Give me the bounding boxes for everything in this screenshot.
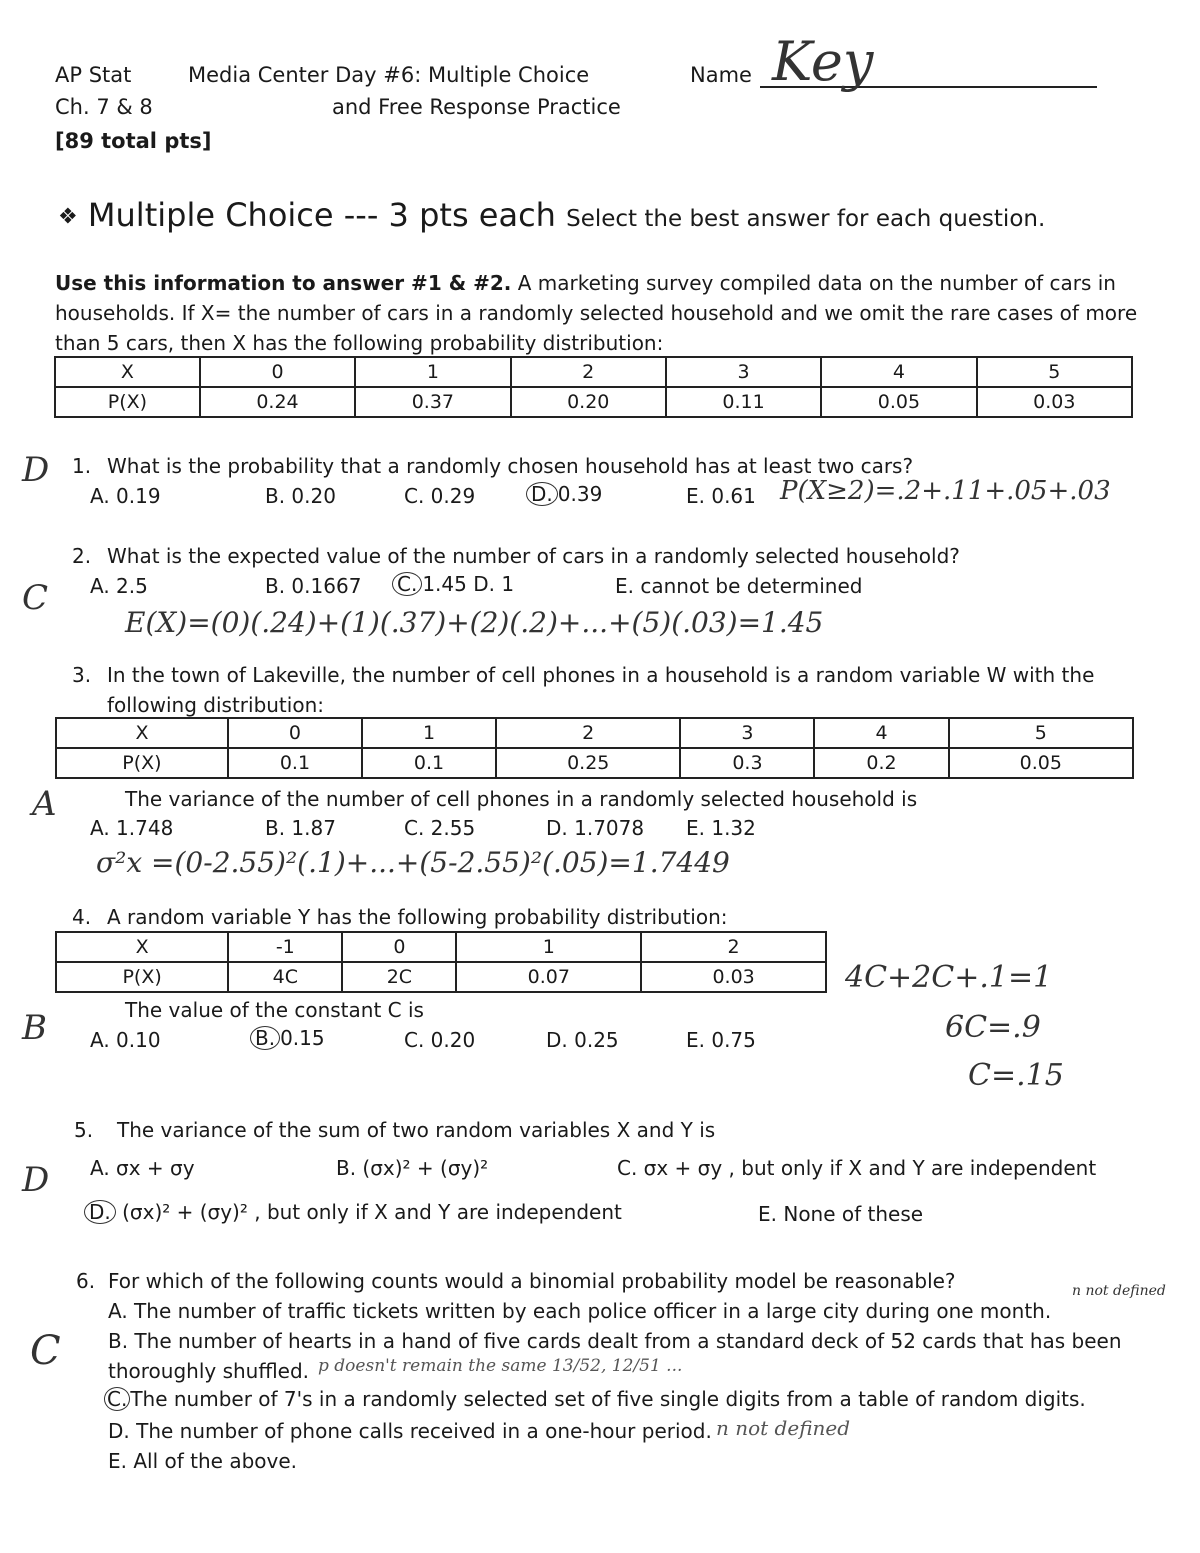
q3-answer-mark: A [32,784,57,824]
q4-choice-d: D. 0.25 [546,1028,619,1052]
table-row [56,962,826,992]
chapter-label: Ch. 7 & 8 [55,95,153,119]
q6-choice-b-line1: B. The number of hearts in a hand of five cards dealt from a standard deck of 52 cards that has been [108,1329,1122,1353]
table-cell: P(X) [55,387,200,417]
q5-choice-a: A. σx + σy [90,1156,195,1180]
table-row [56,718,1133,748]
q3-number: 3. [72,663,92,687]
table-cell: 0.05 [821,387,976,417]
intro-text: A marketing survey compiled data on the number of cars in [511,271,1116,295]
q3-choice-e: E. 1.32 [686,816,756,840]
q6-a-note: n not defined [1072,1283,1166,1299]
q3-stem: The variance of the number of cell phones in a randomly selected household is [125,787,918,811]
q1-number: 1. [72,454,92,478]
q3-choice-d: D. 1.7078 [546,816,645,840]
table-cell: -1 [228,932,342,962]
answer-circle: D. [84,1200,116,1224]
table-cell: 0.20 [511,387,666,417]
q6-choice-e: E. All of the above. [108,1449,298,1473]
q2-choice-b: B. 0.1667 [265,574,362,598]
name-value: Key [772,30,874,93]
table-cell: 0.3 [680,748,814,778]
q3-choice-b: B. 1.87 [265,816,336,840]
q5-choice-c: C. σx + σy , but only if X and Y are independent [617,1156,1097,1180]
table-cell: 0.24 [200,387,355,417]
answer-circle: B. [250,1026,280,1050]
table-cell: 0 [342,932,456,962]
q4-stem: The value of the constant C is [125,998,424,1022]
cars-distribution-table [54,356,1133,418]
q2-choice-a: A. 2.5 [90,574,148,598]
table-cell: 0.1 [228,748,362,778]
table-cell: 3 [680,718,814,748]
diamond-bullet-icon: ❖ [58,204,78,230]
table-cell: 0 [228,718,362,748]
table-cell: 1 [355,357,510,387]
q2-choice-c [392,572,514,596]
table-cell: 4 [814,718,948,748]
table-cell: 0.03 [641,962,826,992]
table-cell: 4 [821,357,976,387]
section-heading [58,196,1045,234]
q2-answer-mark: C [22,578,49,618]
q4-choice-e: E. 0.75 [686,1028,756,1052]
table-cell: 0.05 [949,748,1133,778]
answer-circle: C. [392,572,422,596]
y-distribution-table [55,931,827,993]
q5-choice-b: B. (σx)² + (σy)² [336,1156,489,1180]
q6-d-note: n not defined [716,1416,851,1440]
q5-choice-d-text: (σx)² + (σy)² , but only if X and Y are independent [122,1200,622,1224]
table-cell: 2 [511,357,666,387]
q2-text: What is the expected value of the number of cars in a randomly selected household? [107,544,960,568]
q5-choice-e: E. None of these [758,1202,924,1226]
table-cell: 0 [200,357,355,387]
table-row [55,387,1132,417]
intro-line-3: than 5 cars, then X has the following probability distribution: [55,331,664,355]
q4-work-2: 6C=.9 [945,1010,1041,1045]
table-cell: 5 [977,357,1132,387]
q6-choice-c [104,1387,1086,1411]
q1-choice-e: E. 0.61 [686,484,756,508]
intro-bold: Use this information to answer #1 & #2. [55,271,512,295]
answer-circle: D. [526,482,558,506]
table-cell: P(X) [56,962,228,992]
q3-work: σ²x =(0-2.55)²(.1)+...+(5-2.55)²(.05)=1.7449 [96,846,730,879]
phones-distribution-table [55,717,1134,779]
table-cell: 5 [949,718,1133,748]
q2-choice-c-d-text: 1.45 D. 1 [422,572,515,596]
page-title: Media Center Day #6: Multiple Choice [188,63,590,87]
q6-choice-a: A. The number of traffic tickets written by each police officer in a large city during one month. [108,1299,1052,1323]
q1-work: P(X≥2)=.2+.11+.05+.03 [780,476,1111,506]
q3-text-2: following distribution: [107,693,324,717]
q1-choice-d [526,482,602,506]
table-cell: P(X) [56,748,228,778]
q1-choice-b: B. 0.20 [265,484,336,508]
q2-work: E(X)=(0)(.24)+(1)(.37)+(2)(.2)+...+(5)(.03)=1.45 [125,606,824,639]
q3-choice-a: A. 1.748 [90,816,174,840]
q6-b-note: p doesn't remain the same 13/52, 12/51 ... [318,1356,683,1376]
table-cell: 0.07 [456,962,641,992]
name-label: Name [690,63,752,87]
q1-choice-c: C. 0.29 [404,484,476,508]
q5-choice-d [84,1200,622,1224]
q1-text: What is the probability that a randomly chosen household has at least two cars? [107,454,914,478]
q6-choice-b-line2: thoroughly shuffled. [108,1359,310,1383]
q4-work-3: C=.15 [968,1058,1064,1093]
intro-line-1 [55,271,1116,295]
table-cell: X [56,932,228,962]
q2-choice-e: E. cannot be determined [615,574,863,598]
q5-text: The variance of the sum of two random variables X and Y is [117,1118,716,1142]
q6-text: For which of the following counts would a binomial probability model be reasonable? [108,1269,956,1293]
q1-choice-d-value: 0.39 [557,482,603,506]
answer-circle: C. [104,1387,130,1411]
q4-choice-b-value: 0.15 [280,1026,325,1050]
q5-number: 5. [74,1118,94,1142]
q6-choice-c-text: The number of 7's in a randomly selected set of five single digits from a table of random digits. [130,1387,1086,1411]
q5-answer-mark: D [22,1160,50,1200]
table-cell: 0.25 [496,748,680,778]
table-cell: 0.1 [362,748,496,778]
course-label: AP Stat [55,63,132,87]
q4-answer-mark: B [22,1008,47,1048]
section-instruction: Select the best answer for each question. [566,206,1046,232]
table-cell: 2 [496,718,680,748]
q3-text-1: In the town of Lakeville, the number of cell phones in a household is a random variable W with the [107,663,1095,687]
q1-answer-mark: D [22,450,50,490]
q4-text: A random variable Y has the following probability distribution: [107,905,728,929]
table-cell: X [55,357,200,387]
table-cell: 1 [456,932,641,962]
table-row [56,748,1133,778]
table-cell: X [56,718,228,748]
table-cell: 1 [362,718,496,748]
q2-number: 2. [72,544,92,568]
table-cell: 3 [666,357,821,387]
table-cell: 4C [228,962,342,992]
q4-choice-c: C. 0.20 [404,1028,476,1052]
total-points: [89 total pts] [55,129,212,153]
table-row [56,932,826,962]
q6-choice-d: D. The number of phone calls received in a one-hour period. [108,1419,712,1443]
table-cell: 0.11 [666,387,821,417]
q4-choice-a: A. 0.10 [90,1028,161,1052]
table-cell: 0.2 [814,748,948,778]
page-subtitle: and Free Response Practice [332,95,621,119]
table-row [55,357,1132,387]
table-cell: 0.03 [977,387,1132,417]
q3-choice-c: C. 2.55 [404,816,476,840]
table-cell: 2C [342,962,456,992]
table-cell: 0.37 [355,387,510,417]
section-title: Multiple Choice --- 3 pts each [87,196,556,234]
q6-answer-mark: C [30,1328,61,1374]
intro-line-2: households. If X= the number of cars in a randomly selected household and we omit the rare cases of more [55,301,1138,325]
q4-work-1: 4C+2C+.1=1 [845,960,1053,995]
q1-choice-a: A. 0.19 [90,484,161,508]
q4-number: 4. [72,905,92,929]
q4-choice-b [250,1026,325,1050]
q6-number: 6. [76,1269,96,1293]
table-cell: 2 [641,932,826,962]
